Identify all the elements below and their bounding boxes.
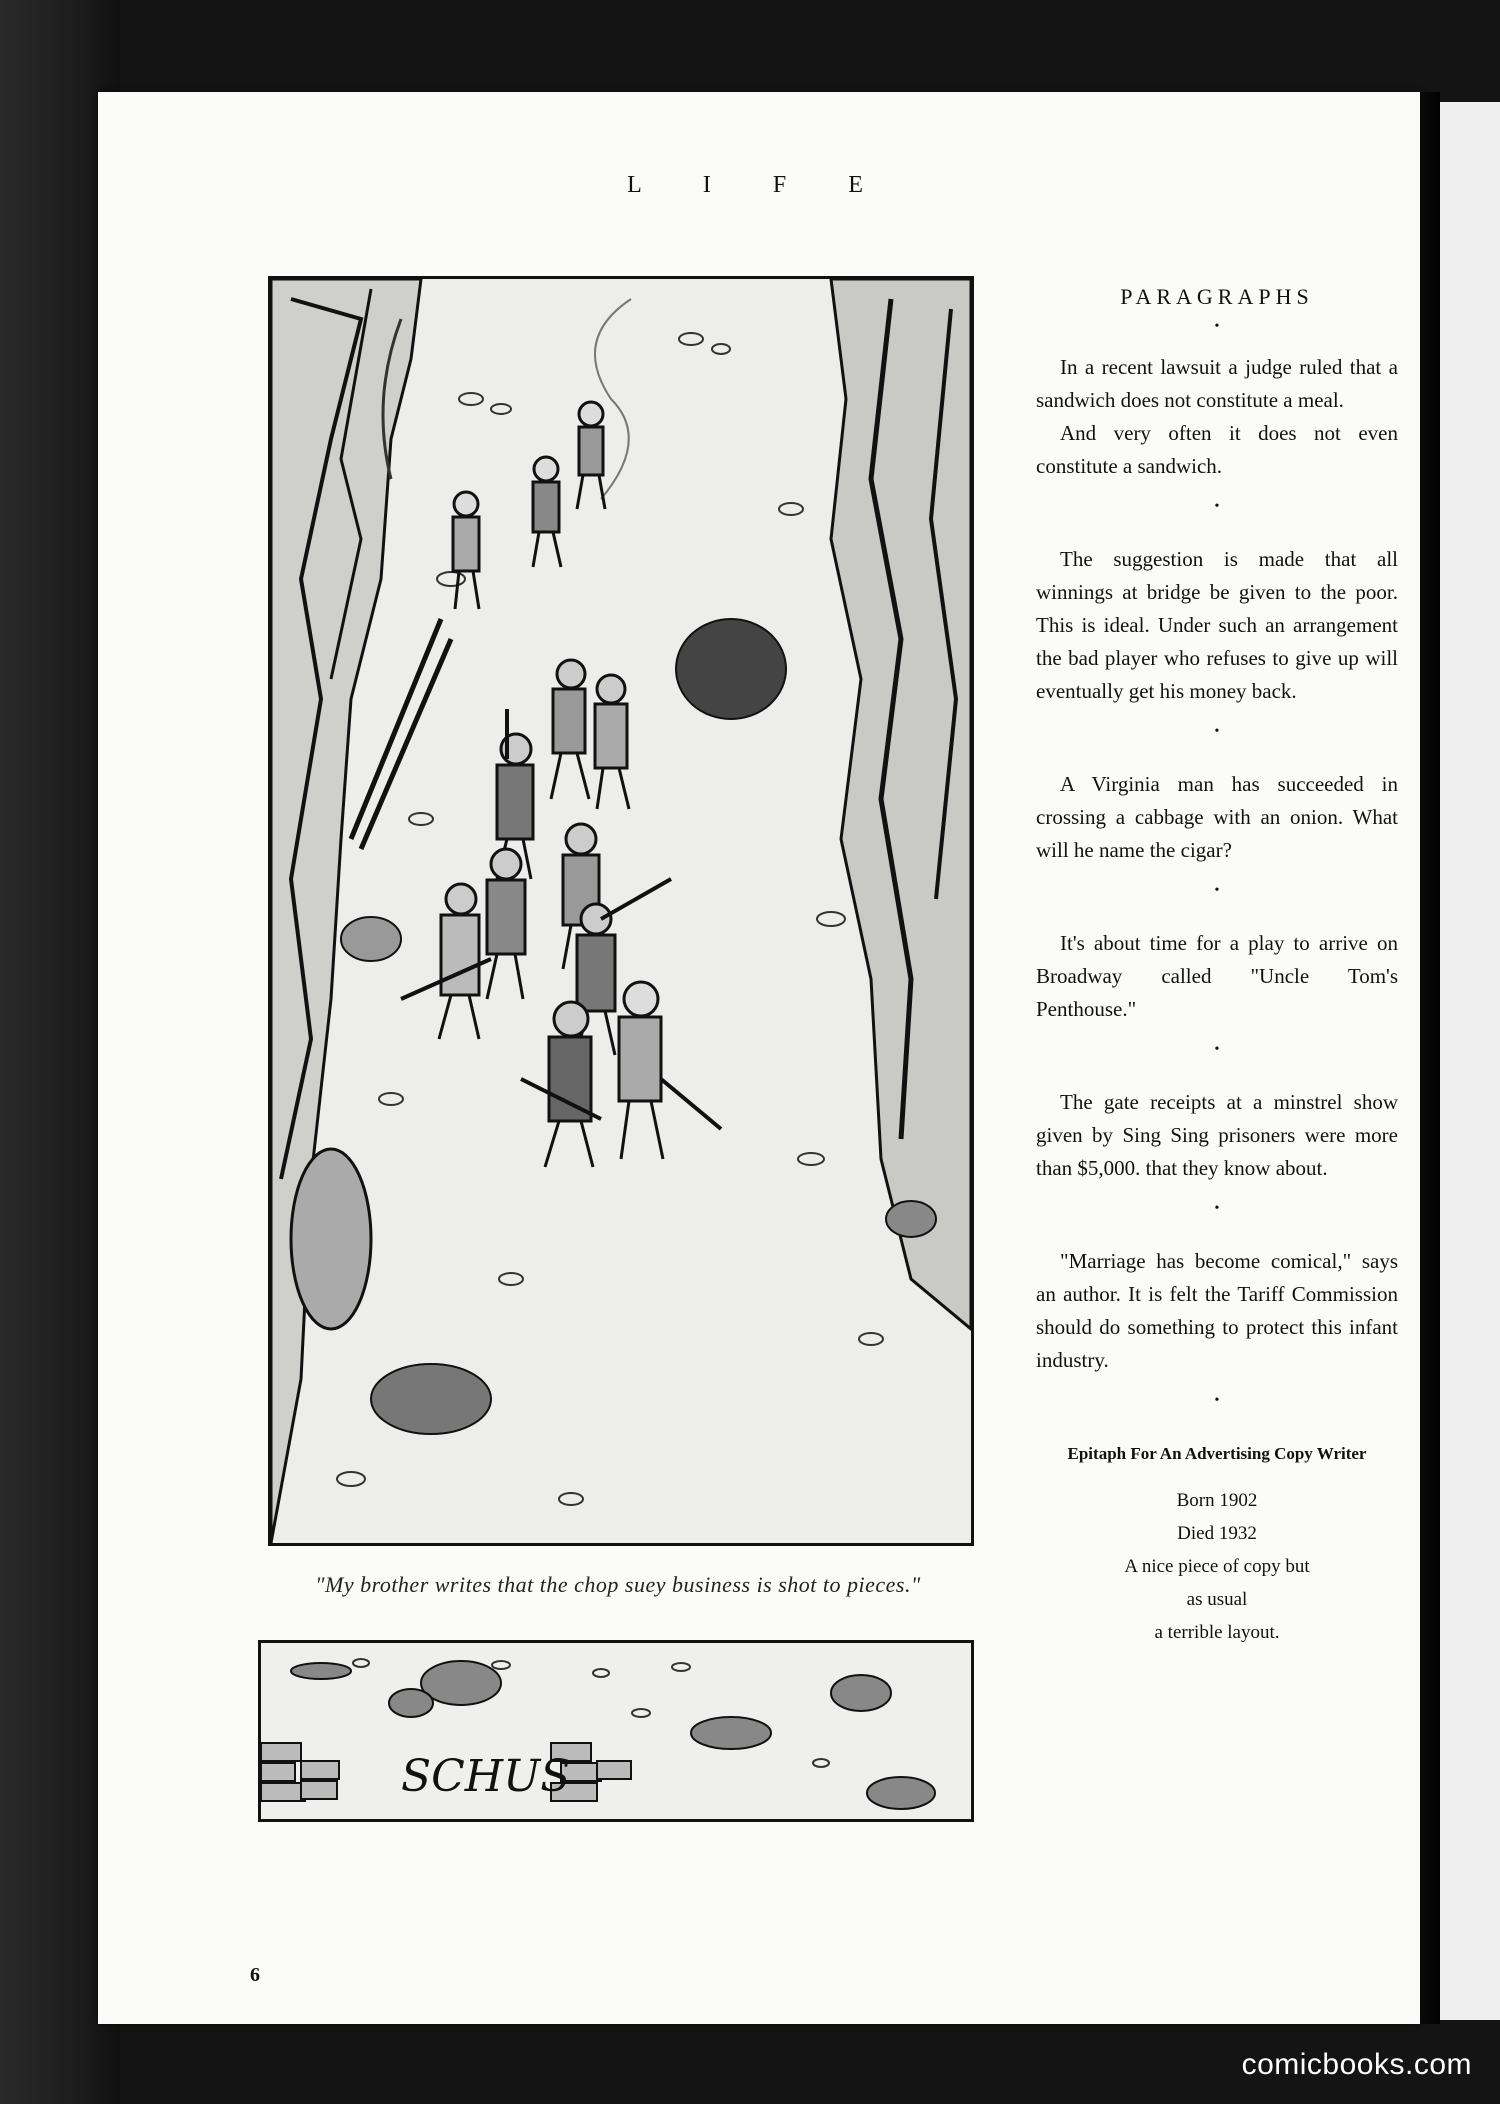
bullet-separator: • bbox=[1214, 724, 1220, 739]
bullet-separator: • bbox=[1214, 319, 1220, 334]
column-title: PARAGRAPHS bbox=[1120, 284, 1314, 309]
page-gutter bbox=[1420, 92, 1440, 2024]
site-watermark: comicbooks.com bbox=[1241, 2048, 1472, 2081]
paragraph-text: And very often it does not even constitute a sandwich. bbox=[1036, 421, 1398, 478]
epitaph-line: a terrible layout. bbox=[1154, 1622, 1280, 1643]
epitaph-line: Died 1932 bbox=[1177, 1523, 1257, 1544]
next-page-edge bbox=[1440, 102, 1500, 2020]
paragraphs-column bbox=[1036, 272, 1398, 1649]
bullet-separator: • bbox=[1214, 499, 1220, 514]
bullet-separator: • bbox=[1214, 1393, 1220, 1408]
cartoon-illustration bbox=[268, 276, 974, 1546]
bullet-separator: • bbox=[1214, 883, 1220, 898]
paragraph-text: A Virginia man has succeeded in crossing a cabbage with an onion. What will he name the cigar? bbox=[1036, 772, 1398, 862]
paragraph-text: The suggestion is made that all winnings at bridge be given to the poor. This is ideal. Under such an arrangement the bad player who refuses to give up will eventually get his money back. bbox=[1036, 547, 1398, 703]
epitaph-title: Epitaph For An Advertising Copy Writer bbox=[1067, 1444, 1367, 1463]
artist-signature: SCHUS bbox=[401, 1751, 571, 1802]
paragraph-item bbox=[1036, 927, 1398, 1026]
signature-strip-illustration bbox=[258, 1640, 974, 1822]
magazine-page bbox=[98, 92, 1420, 2024]
paragraph-item bbox=[1036, 1086, 1398, 1185]
cartoon-drawing bbox=[271, 279, 971, 1543]
signature-strip-drawing bbox=[261, 1643, 971, 1819]
paragraph-item bbox=[1036, 351, 1398, 483]
masthead: L I F E bbox=[627, 172, 891, 198]
bullet-separator: • bbox=[1214, 1042, 1220, 1057]
epitaph-line: as usual bbox=[1186, 1589, 1248, 1610]
paragraph-item bbox=[1036, 543, 1398, 708]
bullet-separator: • bbox=[1214, 1201, 1220, 1216]
paragraph-text: In a recent lawsuit a judge ruled that a sandwich does not constitute a meal. bbox=[1036, 355, 1398, 412]
paragraph-text: The gate receipts at a minstrel show given by Sing Sing prisoners were more than $5,000. that they know about. bbox=[1036, 1090, 1398, 1180]
paragraph-text: It's about time for a play to arrive on Broadway called "Uncle Tom's Penthouse." bbox=[1036, 931, 1398, 1021]
paragraph-item bbox=[1036, 768, 1398, 867]
epitaph-line: Born 1902 bbox=[1176, 1490, 1258, 1511]
paragraph-text: "Marriage has become comical," says an author. It is felt the Tariff Commission should do something to protect this infant industry. bbox=[1036, 1249, 1398, 1372]
paragraph-item bbox=[1036, 1245, 1398, 1377]
page-number: 6 bbox=[250, 1964, 260, 1986]
cartoon-caption: "My brother writes that the chop suey business is shot to pieces." bbox=[315, 1572, 921, 1597]
epitaph-line: A nice piece of copy but bbox=[1124, 1556, 1310, 1577]
